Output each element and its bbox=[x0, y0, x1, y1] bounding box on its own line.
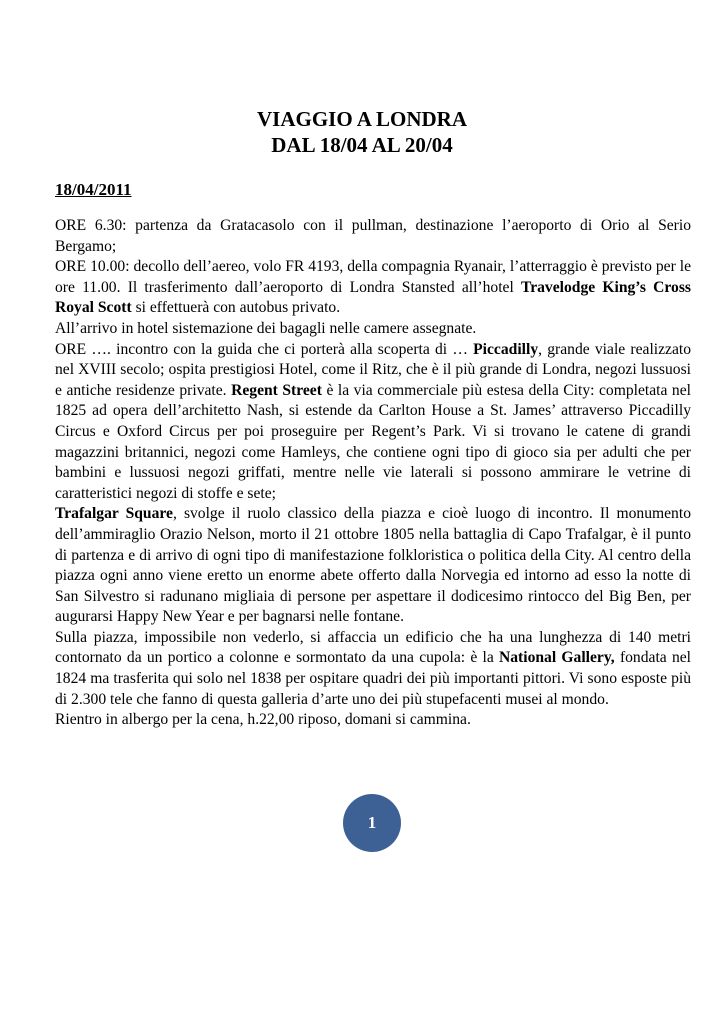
title-line-1: VIAGGIO A LONDRA bbox=[256, 107, 468, 131]
paragraph-trafalgar bbox=[55, 504, 691, 628]
paragraph-flight-text: ORE 10.00: decollo dell’aereo, volo FR 4193, della compagnia Ryanair, l’atterraggio è previsto per le ore 11.00. Il trasferimento dall’aeroporto di Londra Stansted all’hotel bbox=[55, 258, 691, 296]
title-line-2: DAL 18/04 AL 20/04 bbox=[271, 133, 453, 157]
paragraph-hotel-arrival: All’arrivo in hotel sistemazione dei bagagli nelle camere assegnate. bbox=[55, 319, 477, 337]
paragraph-tour-piccadilly-text: , grande viale realizzato nel XVIII secolo; ospita prestigiosi Hotel, come il Ritz, che è il più grande di Londra, negozi lussuosi e antiche residenze private. bbox=[55, 340, 692, 399]
place-national-gallery: National Gallery, bbox=[499, 649, 615, 667]
paragraph-flight bbox=[55, 257, 691, 319]
document-body bbox=[55, 216, 691, 731]
paragraph-tour-intro: ORE …. incontro con la guida che ci porterà alla scoperta di … bbox=[55, 340, 474, 358]
paragraph-tour bbox=[55, 340, 691, 505]
place-regent-street: Regent Street bbox=[231, 381, 322, 399]
paragraph-gallery-text: fondata nel 1824 ma trasferita qui solo nel 1838 per ospitare quadri dei più importanti pittori. Vi sono esposte più di 2.300 tele che fanno di questa galleria d’arte uno dei più stupefacenti musei al mondo. bbox=[55, 649, 691, 708]
page-number-badge: 1 bbox=[343, 794, 401, 852]
paragraph-departure: ORE 6.30: partenza da Gratacasolo con il pullman, destinazione l’aeroporto di Orio al Serio Bergamo; bbox=[55, 217, 691, 255]
date-heading: 18/04/2011 bbox=[55, 180, 132, 199]
paragraph-flight-text-end: si effettuerà con autobus privato. bbox=[131, 299, 341, 317]
paragraph-tour-regent-text: è la via commerciale più estesa della City: completata nel 1825 ad opera dell’architetto Nash, si estende da Carlton House a St. James’ attraverso Piccadilly Circus e Oxford Circus per poi proseguire per Regent’s Park. Vi si trovano le catene di grandi magazzini britannici, negozi come Hamleys, che contiene ogni tipo di gioco sia per adulti che per bambini e lussuosi negozi griffati, mentre nelle vie laterali si possono ammirare le vetrine di caratteristici negozi di stoffe e sete; bbox=[55, 381, 691, 502]
place-trafalgar-square: Trafalgar Square bbox=[55, 505, 173, 523]
document-title bbox=[0, 106, 724, 158]
paragraph-gallery-intro: Sulla piazza, impossibile non vederlo, si affaccia un edificio che ha una lunghezza di 140 metri contornato da un portico a colonne e sormontato da una cupola: è la bbox=[55, 628, 691, 667]
paragraph-trafalgar-text: , svolge il ruolo classico della piazza e cioè luogo di incontro. Il monumento dell’ammiraglio Orazio Nelson, morto il 21 ottobre 1805 nella battaglia di Capo Trafalgar, è il punto di partenza e di arrivo di ogni tipo di manifestazione folkloristica o politica della City. Al centro della piazza ogni anno viene eretto un enorme abete offerto dalla Norvegia ed intorno ad esso la notte di San Silvestro si radunano migliaia di persone per aspettare il dodicesimo rintocco del Big Ben, per augurarsi Happy New Year e per bagnarsi nelle fontane. bbox=[55, 505, 691, 626]
place-piccadilly: Piccadilly bbox=[473, 340, 539, 358]
paragraph-national-gallery bbox=[55, 628, 691, 710]
paragraph-return: Rientro in albergo per la cena, h.22,00 riposo, domani si cammina. bbox=[55, 711, 471, 729]
hotel-name: Travelodge King’s Cross Royal Scott bbox=[55, 278, 691, 317]
